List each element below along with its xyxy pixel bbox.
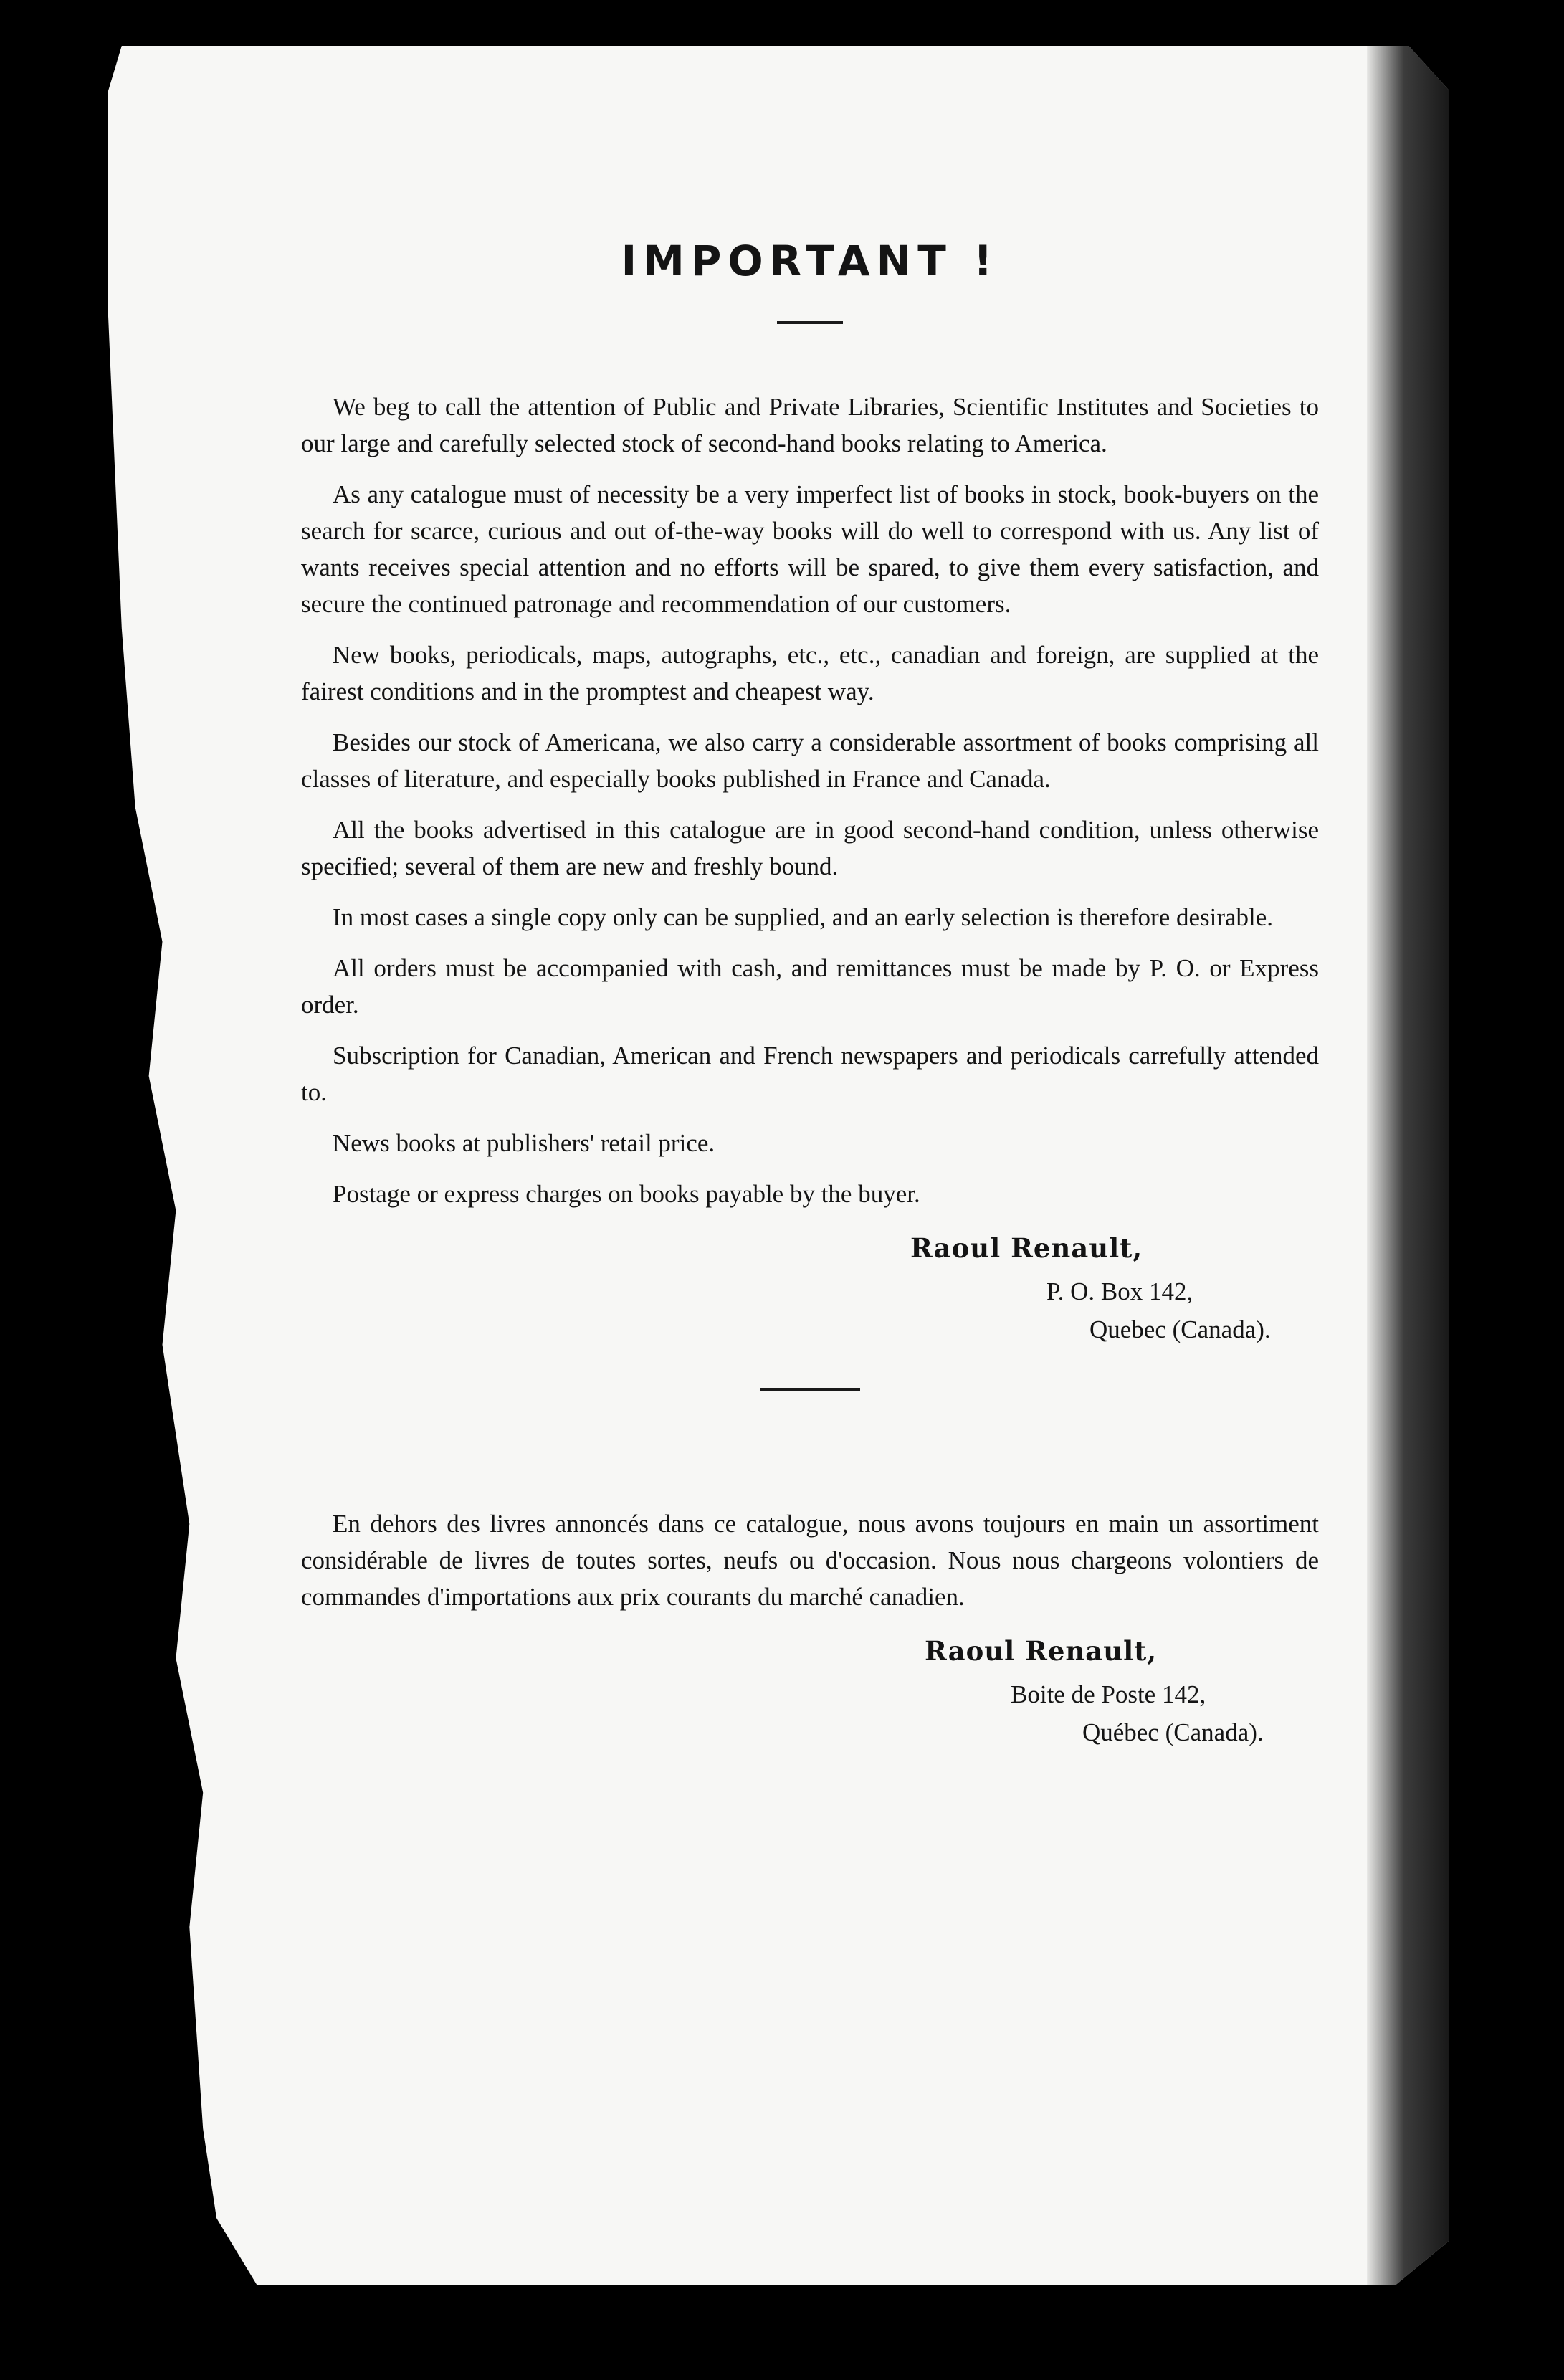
page-title: IMPORTANT ! xyxy=(621,237,999,285)
english-signature xyxy=(301,1232,1319,1348)
document-content xyxy=(301,237,1319,1751)
signature-address: Boite de Poste 142, xyxy=(1011,1680,1206,1708)
paragraph-news-books: News books at publishers' retail price. xyxy=(333,1129,715,1157)
paragraph-subscription: Subscription for Canadian, American and French newspapers and periodicals carrefully attended to. xyxy=(301,1042,1319,1106)
signature-city: Quebec (Canada). xyxy=(1089,1315,1271,1343)
french-signature xyxy=(301,1635,1319,1751)
title-divider xyxy=(777,321,843,324)
paragraph-new-books: New books, periodicals, maps, autographs, etc., etc., canadian and foreign, are supplied at the fairest conditions and in the promptest and cheapest way. xyxy=(301,641,1319,705)
paragraph-postage: Postage or express charges on books payable by the buyer. xyxy=(333,1180,920,1208)
paragraph-catalogue: As any catalogue must of necessity be a very imperfect list of books in stock, book-buyers on the search for scarce, curious and out of-the-way books will do well to correspond with us. Any list of wants receives special attention and no efforts will be spared, to give them every satisfaction, and secure the continued patronage and recommendation of our customers. xyxy=(301,480,1319,618)
paragraph-french: En dehors des livres annoncés dans ce catalogue, nous avons toujours en main un assortiment considérable de livres de toutes sortes, neufs ou d'occasion. Nous nous chargeons volontiers de commandes d'importations aux prix courants du marché canadien. xyxy=(301,1510,1319,1611)
signature-address: P. O. Box 142, xyxy=(1046,1277,1193,1305)
paragraph-condition: All the books advertised in this catalogue are in good second-hand condition, unless otherwise specified; several of them are new and freshly bound. xyxy=(301,816,1319,880)
french-notice xyxy=(301,1505,1319,1751)
paragraph-americana: Besides our stock of Americana, we also carry a considerable assortment of books comprising all classes of literature, and especially books published in France and Canada. xyxy=(301,728,1319,793)
signature-city: Québec (Canada). xyxy=(1082,1718,1264,1746)
paragraph-orders: All orders must be accompanied with cash, and remittances must be made by P. O. or Express order. xyxy=(301,954,1319,1019)
page-edge-shadow xyxy=(1367,46,1449,2285)
english-notice xyxy=(301,389,1319,1348)
signature-name: Raoul Renault, xyxy=(925,1635,1158,1667)
signature-name: Raoul Renault, xyxy=(910,1232,1143,1264)
section-divider xyxy=(760,1388,860,1391)
paragraph-attention: We beg to call the attention of Public and Private Libraries, Scientific Institutes and Societies to our large and carefully selected stock of second-hand books relating to America. xyxy=(301,393,1319,457)
paragraph-single-copy: In most cases a single copy only can be supplied, and an early selection is therefore desirable. xyxy=(333,903,1274,931)
